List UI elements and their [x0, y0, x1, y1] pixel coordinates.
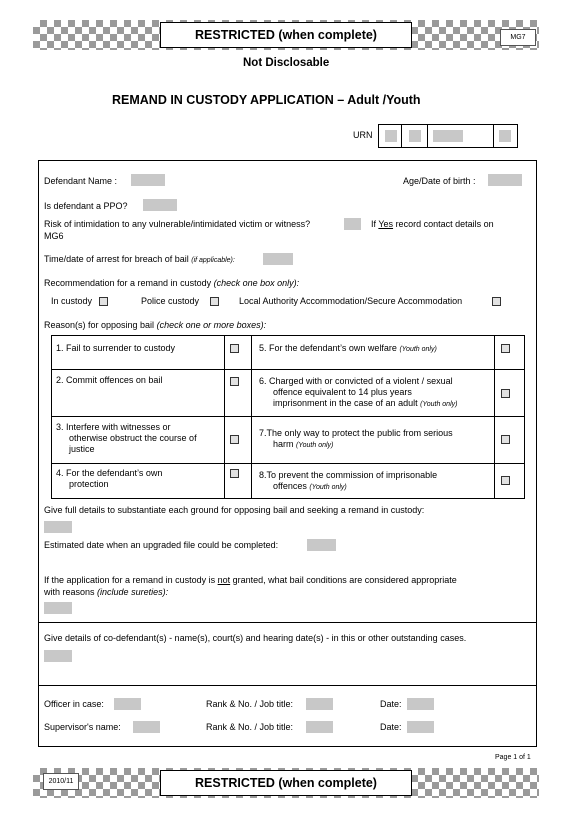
reason-6-checkbox[interactable] [501, 389, 510, 398]
not-granted-label-2: with reasons (include sureties): [44, 587, 169, 597]
option-local-authority: Local Authority Accommodation/Secure Accommodation [239, 296, 463, 306]
supervisor-label: Supervisor's name: [44, 722, 121, 732]
intimidation-label: Risk of intimidation to any vulnerable/intimidated victim or witness? [44, 219, 311, 229]
reason-2: 2. Commit offences on bail [56, 375, 163, 385]
reason-2-checkbox[interactable] [230, 377, 239, 386]
urn-label: URN [353, 130, 373, 140]
form-version: 2010/11 [43, 773, 79, 790]
not-disclosable-label: Not Disclosable [243, 57, 330, 69]
reason-3: 3. Interfere with witnesses or otherwise obstruct the course of justice [56, 422, 197, 454]
estimated-date-label: Estimated date when an upgraded file could be completed: [44, 540, 279, 550]
officer-label: Officer in case: [44, 699, 104, 709]
reason-1: 1. Fail to surrender to custody [56, 343, 176, 353]
not-granted-label: If the application for a remand in custody is not granted, what bail conditions are considered appropriate [44, 575, 457, 585]
supervisor-rank-input[interactable] [306, 721, 333, 733]
supervisor-input[interactable] [133, 721, 160, 733]
intimidation-instruction: If Yes record contact details on [371, 219, 494, 229]
full-details-label: Give full details to substantiate each ground for opposing bail and seeking a remand in custody: [44, 505, 425, 515]
reasons-label: Reason(s) for opposing bail (check one or more boxes): [44, 320, 267, 330]
reason-4: 4. For the defendant’s own protection [56, 468, 163, 489]
intimidation-mg6: MG6 [44, 231, 64, 241]
restricted-banner-footer: RESTRICTED (when complete) [160, 770, 412, 796]
option-in-custody: In custody [51, 296, 93, 306]
urn-field[interactable] [378, 124, 518, 148]
reason-5: 5. For the defendant’s own welfare (Youth only) [259, 343, 437, 353]
police-custody-checkbox[interactable] [210, 297, 219, 306]
restricted-banner: RESTRICTED (when complete) [160, 22, 412, 48]
in-custody-checkbox[interactable] [99, 297, 108, 306]
recommendation-label: Recommendation for a remand in custody (check one box only): [44, 278, 300, 288]
officer-date-input[interactable] [407, 698, 434, 710]
arrest-time-input[interactable] [263, 253, 293, 265]
defendant-name-label: Defendant Name : [44, 176, 118, 186]
officer-input[interactable] [114, 698, 141, 710]
supervisor-rank-label: Rank & No. / Job title: [206, 722, 294, 732]
age-dob-input[interactable] [488, 174, 522, 186]
ppo-label: Is defendant a PPO? [44, 201, 128, 211]
divider [38, 622, 537, 623]
reason-8: 8.To prevent the commission of imprisonable offences (Youth only) [259, 470, 438, 491]
reason-6: 6. Charged with or convicted of a violent / sexual offence equivalent to 14 plus years imprisonment in the case of an adult (Youth only) [259, 376, 458, 408]
arrest-time-label: Time/date of arrest for breach of bail (if applicable): [44, 254, 235, 264]
officer-rank-input[interactable] [306, 698, 333, 710]
defendant-name-input[interactable] [131, 174, 165, 186]
bail-conditions-input[interactable] [44, 602, 72, 614]
intimidation-input[interactable] [344, 218, 361, 230]
supervisor-date-input[interactable] [407, 721, 434, 733]
reason-7-checkbox[interactable] [501, 435, 510, 444]
full-details-input[interactable] [44, 521, 72, 533]
page-title: REMAND IN CUSTODY APPLICATION – Adult /Youth [112, 93, 421, 107]
reason-4-checkbox[interactable] [230, 469, 239, 478]
reasons-grid [51, 335, 525, 499]
reason-8-checkbox[interactable] [501, 476, 510, 485]
reason-5-checkbox[interactable] [501, 344, 510, 353]
reason-1-checkbox[interactable] [230, 344, 239, 353]
officer-rank-label: Rank & No. / Job title: [206, 699, 294, 709]
supervisor-date-label: Date: [380, 722, 402, 732]
page-number: Page 1 of 1 [495, 754, 531, 761]
reason-3-checkbox[interactable] [230, 435, 239, 444]
codefendant-label: Give details of co-defendant(s) - name(s), court(s) and hearing date(s) - in this or other outstanding cases. [44, 633, 467, 643]
local-authority-checkbox[interactable] [492, 297, 501, 306]
codefendant-input[interactable] [44, 650, 72, 662]
reason-7: 7.The only way to protect the public from serious harm (Youth only) [259, 428, 453, 449]
divider [38, 685, 537, 686]
option-police-custody: Police custody [141, 296, 200, 306]
form-code: MG7 [500, 29, 536, 46]
estimated-date-input[interactable] [307, 539, 336, 551]
ppo-input[interactable] [143, 199, 177, 211]
age-dob-label: Age/Date of birth : [403, 176, 476, 186]
officer-date-label: Date: [380, 699, 402, 709]
